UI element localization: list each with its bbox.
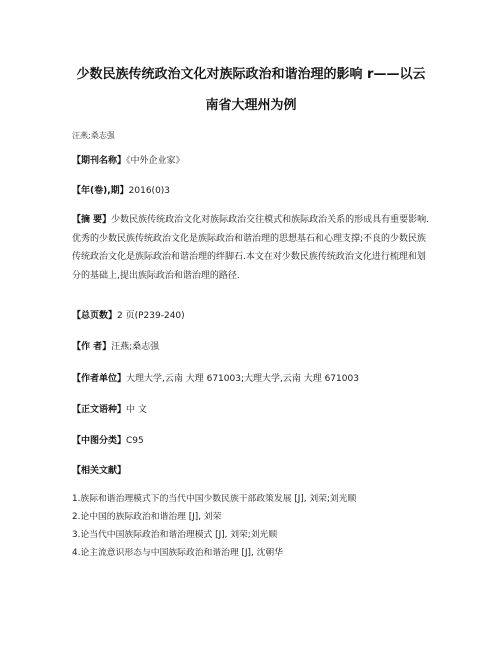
reference-item[interactable]: 2.论中国的族际政治和谐治理 [J], 刘荣 <box>72 512 222 522</box>
abstract-field <box>72 211 434 285</box>
pages-value: 2 页(P239-240) <box>117 311 185 321</box>
language-field <box>72 401 147 419</box>
related-field <box>72 462 126 480</box>
author-field <box>72 338 159 356</box>
related-label: 【相关文献】 <box>72 466 127 476</box>
pages-label: 【总页数】 <box>72 311 118 321</box>
affiliation-value: 大理大学,云南 大理 671003;大理大学,云南 大理 671003 <box>126 374 359 384</box>
abstract-label: 【摘 要】 <box>72 215 112 225</box>
author-label: 【作 者】 <box>72 342 112 352</box>
affiliation-label: 【作者单位】 <box>72 374 127 384</box>
journal-field <box>72 152 185 170</box>
title-line-1: 少数民族传统政治文化对族际政治和谐治理的影响 r——以云 <box>76 67 426 82</box>
classification-field <box>72 432 144 450</box>
year-value: 2016(0)3 <box>128 186 171 196</box>
pages-field <box>72 307 185 325</box>
journal-label: 【期刊名称】 <box>72 156 127 166</box>
classification-value: C95 <box>126 436 144 446</box>
reference-item[interactable]: 3.论当代中国族际政治和谐治理模式 [J], 刘荣;刘光顺 <box>72 530 278 540</box>
year-label: 【年(卷),期】 <box>72 186 129 196</box>
reference-item[interactable]: 1.族际和谐治理模式下的当代中国少数民族干部政策发展 [J], 刘荣;刘光顺 <box>72 494 357 504</box>
classification-label: 【中图分类】 <box>72 436 127 446</box>
journal-value: 《中外企业家》 <box>126 156 185 166</box>
affiliation-field <box>72 370 359 388</box>
abstract-text: 少数民族传统政治文化对族际政治交往模式和族际政治关系的形成具有重要影响.优秀的少数民族传统政治文化是族际政治和谐治理的思想基石和心理支撑;不良的少数民族传统政治文化是族际政治和谐治理的绊脚石.本文在对少数民族传统政治文化进行梳理和划分的基础上,提出族际政治和谐治理的路径. <box>72 215 430 281</box>
title-line-2: 南省大理州为例 <box>205 98 297 113</box>
reference-item[interactable]: 4.论主流意识形态与中国族际政治和谐治理 [J], 沈朝华 <box>72 548 283 558</box>
reference-list <box>72 490 356 562</box>
year-field <box>72 182 170 200</box>
authors-line: 汪燕;桑志强 <box>72 131 115 140</box>
language-label: 【正文语种】 <box>72 405 127 415</box>
language-value: 中 文 <box>126 405 147 415</box>
author-value: 汪燕;桑志强 <box>111 342 160 352</box>
